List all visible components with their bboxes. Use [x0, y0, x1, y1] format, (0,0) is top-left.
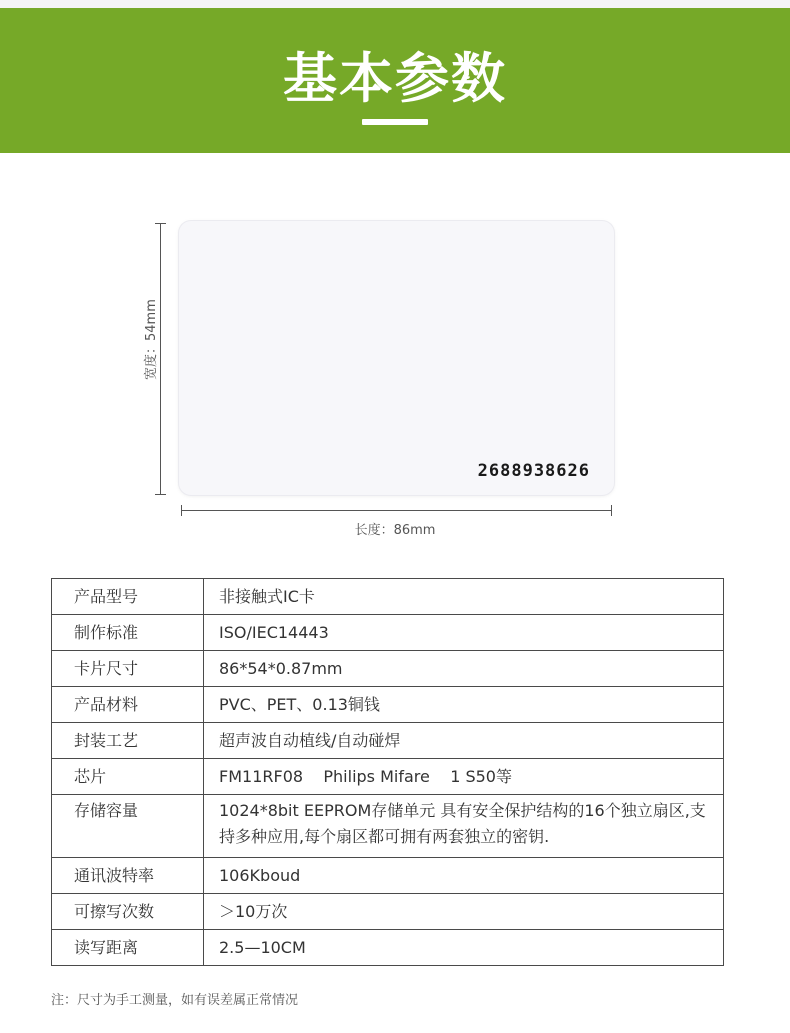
spec-label: 产品材料	[52, 687, 204, 723]
table-row	[52, 930, 724, 966]
header-banner	[0, 8, 790, 153]
width-label: 宽度：54mm	[144, 299, 159, 380]
table-row	[52, 858, 724, 894]
spec-label: 产品型号	[52, 579, 204, 615]
spec-value: ＞10万次	[204, 894, 724, 930]
spec-label: 存储容量	[52, 795, 204, 858]
table-row	[52, 723, 724, 759]
card-number: 2688938626	[477, 461, 590, 481]
spec-value: 106Kboud	[204, 858, 724, 894]
table-row	[52, 759, 724, 795]
title-underline	[362, 119, 428, 125]
spec-table	[51, 578, 724, 966]
table-row	[52, 651, 724, 687]
table-row	[52, 687, 724, 723]
spec-value: 2.5—10CM	[204, 930, 724, 966]
table-row	[52, 579, 724, 615]
spec-label: 可擦写次数	[52, 894, 204, 930]
spec-label: 封装工艺	[52, 723, 204, 759]
spec-value: ISO/IEC14443	[204, 615, 724, 651]
spec-value: 1024*8bit EEPROM存储单元 具有安全保护结构的16个独立扇区,支持多种应用,每个扇区都可拥有两套独立的密钥.	[204, 795, 724, 858]
width-dimension-line	[160, 223, 161, 495]
spec-label: 卡片尺寸	[52, 651, 204, 687]
length-dimension-line	[181, 510, 612, 511]
spec-value: 超声波自动植线/自动碰焊	[204, 723, 724, 759]
page-title: 基本参数	[283, 47, 507, 110]
spec-value: 86*54*0.87mm	[204, 651, 724, 687]
table-row	[52, 615, 724, 651]
spec-label: 制作标准	[52, 615, 204, 651]
spec-label: 芯片	[52, 759, 204, 795]
spec-value: 非接触式IC卡	[204, 579, 724, 615]
length-dimension-tick-left	[181, 505, 182, 516]
table-row	[52, 795, 724, 858]
width-dimension-tick-top	[155, 223, 166, 224]
spec-value: FM11RF08 Philips Mifare 1 S50等	[204, 759, 724, 795]
spec-label: 通讯波特率	[52, 858, 204, 894]
footnote: 注：尺寸为手工测量，如有误差属正常情况	[51, 993, 299, 1008]
width-dimension-tick-bottom	[155, 494, 166, 495]
ic-card-image	[179, 221, 614, 495]
spec-label: 读写距离	[52, 930, 204, 966]
table-row	[52, 894, 724, 930]
top-strip	[0, 0, 790, 8]
spec-value: PVC、PET、0.13铜钱	[204, 687, 724, 723]
length-label: 长度：86mm	[354, 523, 436, 538]
length-dimension-tick-right	[611, 505, 612, 516]
